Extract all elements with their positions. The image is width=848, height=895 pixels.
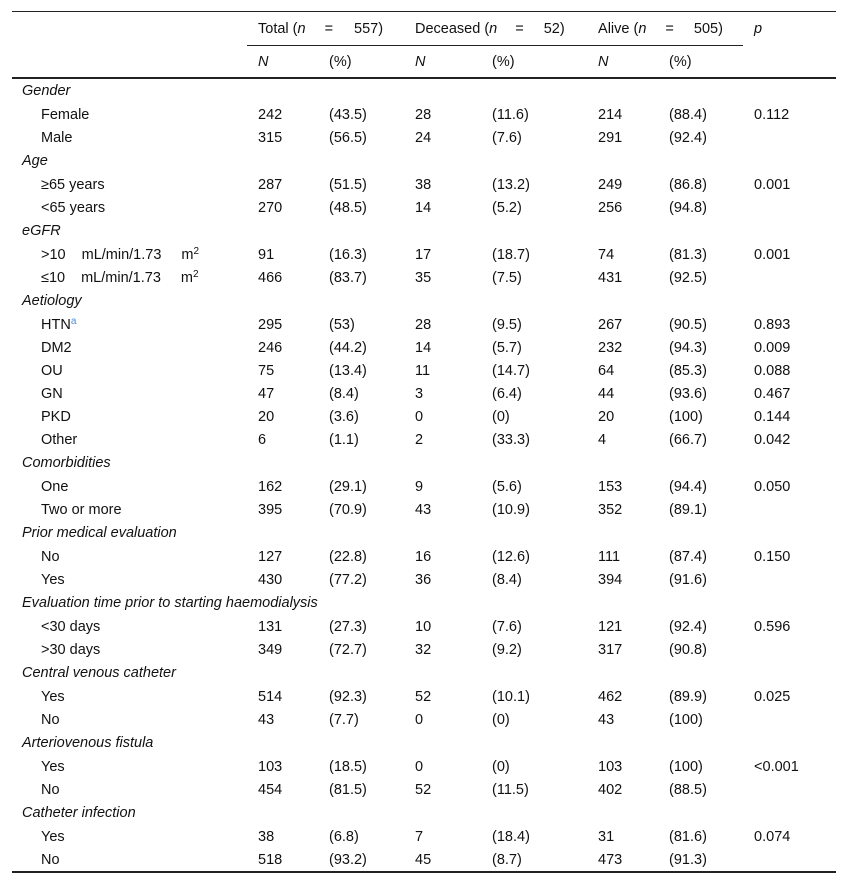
cell-total-pct: (8.4) (329, 385, 359, 402)
cell-total-pct: (53) (329, 316, 355, 333)
cell-alive-n: 214 (598, 106, 623, 123)
cell-deceased-n: 7 (415, 828, 424, 845)
header-deceased-n: n (489, 20, 498, 37)
cell-p-value: 0.088 (754, 362, 791, 379)
header-total-n: n (297, 20, 306, 37)
row-label-cell (12, 266, 247, 289)
cell-p-value: 0.025 (754, 688, 791, 705)
section-title: Gender (22, 83, 71, 99)
cell-alive-pct: (90.5) (669, 316, 707, 333)
table-row (12, 243, 836, 266)
row-label: GN (41, 385, 63, 402)
cell-alive-pct: (81.3) (669, 246, 707, 263)
table-row (12, 475, 836, 498)
row-label: <30 days (41, 618, 101, 635)
cell-total-n: 466 (258, 269, 283, 286)
cell-p-value: <0.001 (754, 758, 799, 775)
table-row (12, 266, 836, 289)
row-label: No (41, 711, 60, 728)
cell-total-n: 518 (247, 848, 318, 872)
row-label: Other (41, 431, 78, 448)
cell-total-pct: (29.1) (329, 478, 367, 495)
cell-deceased-pct: (11.6) (492, 106, 529, 123)
row-label-cell (12, 173, 247, 196)
cell-deceased-pct: (18.4) (492, 828, 530, 845)
cell-alive-n: 64 (598, 362, 615, 379)
row-label: PKD (41, 408, 71, 425)
row-label-cell (12, 382, 247, 405)
cell-alive-pct: (86.8) (669, 176, 707, 193)
cell-p-value: 0.112 (754, 106, 790, 123)
cell-alive-pct: (100) (669, 408, 703, 425)
cell-deceased-pct: (13.2) (492, 176, 530, 193)
cell-alive-pct: (93.6) (669, 385, 707, 402)
row-label: OU (41, 362, 63, 379)
table-row (12, 638, 836, 661)
row-label-cell (12, 778, 247, 801)
table-row (12, 428, 836, 451)
row-label-cell (12, 313, 247, 336)
row-label: Yes (41, 828, 65, 845)
cell-p-value: 0.001 (754, 246, 791, 263)
cell-alive-n: 249 (598, 176, 623, 193)
header-total-pct: (%) (329, 53, 352, 70)
cell-total-pct: (16.3) (329, 246, 367, 263)
cell-deceased-n: 32 (415, 641, 432, 658)
table-row (12, 498, 836, 521)
table-row (12, 848, 836, 872)
row-label: Female (41, 106, 90, 123)
row-label-cell (12, 243, 247, 266)
cell-p-value (743, 498, 836, 521)
row-label: <65 years (41, 199, 106, 216)
cell-alive-n: 256 (598, 199, 623, 216)
cell-total-n: 246 (258, 339, 283, 356)
cell-deceased-n: 28 (415, 106, 432, 123)
table-row (12, 126, 836, 149)
footnote-link[interactable]: a (70, 316, 77, 327)
cell-deceased-n: 0 (415, 758, 424, 775)
header-total-label: Total ( (258, 20, 298, 37)
cell-alive-n: 153 (598, 478, 623, 495)
cell-alive-n: 31 (598, 828, 615, 845)
cell-deceased-pct: (12.6) (492, 548, 530, 565)
row-label: >30 days (41, 641, 101, 658)
cell-alive-n: 352 (598, 501, 623, 518)
header-alive-label: Alive ( (598, 20, 639, 37)
cell-total-n: 454 (258, 781, 283, 798)
cell-alive-n: 4 (598, 431, 607, 448)
cell-p-value: 0.009 (754, 339, 791, 356)
cell-alive-n: 103 (598, 758, 623, 775)
cell-deceased-n: 24 (415, 129, 432, 146)
cell-total-pct: (7.7) (329, 711, 359, 728)
cell-total-n: 162 (258, 478, 283, 495)
cell-alive-pct: (89.9) (669, 688, 707, 705)
cell-p-value: 0.050 (754, 478, 791, 495)
row-label: ≤10 (41, 270, 66, 286)
cell-alive-n: 462 (598, 688, 623, 705)
section-title: Central venous catheter (22, 665, 176, 681)
table-row (12, 313, 836, 336)
cell-total-n: 127 (258, 548, 283, 565)
cell-deceased-n: 0 (415, 408, 424, 425)
cell-total-n: 270 (258, 199, 283, 216)
cell-p-value (743, 848, 836, 872)
cell-deceased-pct: (10.1) (492, 688, 530, 705)
cell-total-pct: (3.6) (329, 408, 359, 425)
cell-alive-n: 267 (598, 316, 623, 333)
cell-total-n: 6 (258, 431, 267, 448)
cell-alive-n: 111 (598, 548, 621, 565)
cell-p-value (743, 778, 836, 801)
row-label-cell (12, 428, 247, 451)
section-title: Prior medical evaluation (22, 525, 177, 541)
cell-alive-pct: (92.4) (669, 618, 707, 635)
row-unit-superscript: 2 (192, 269, 199, 280)
row-label: Yes (41, 571, 65, 588)
row-label-cell (12, 359, 247, 382)
section-row (12, 149, 836, 173)
cell-alive-pct: (91.3) (658, 848, 743, 872)
cell-total-pct: (92.3) (329, 688, 367, 705)
cell-total-pct: (72.7) (329, 641, 367, 658)
section-row (12, 731, 836, 755)
cell-p-value: 0.596 (754, 618, 791, 635)
cell-total-n: 38 (258, 828, 275, 845)
section-title: Comorbidities (22, 455, 111, 471)
cell-deceased-pct: (7.6) (492, 129, 522, 146)
table-row (12, 196, 836, 219)
cell-deceased-n: 14 (415, 199, 432, 216)
cell-alive-n: 20 (598, 408, 615, 425)
cell-alive-pct: (89.1) (669, 501, 707, 518)
cell-deceased-pct: (0) (492, 711, 510, 728)
section-row (12, 801, 836, 825)
row-unit-m: m (180, 270, 193, 286)
cell-deceased-n: 36 (415, 571, 432, 588)
table-row (12, 359, 836, 382)
section-row (12, 289, 836, 313)
cell-total-pct: (22.8) (329, 548, 367, 565)
row-label: Yes (41, 688, 65, 705)
row-unit-superscript: 2 (193, 246, 200, 257)
row-label: DM2 (41, 339, 72, 356)
section-title: Evaluation time prior to starting haemodialysis (22, 595, 318, 611)
cell-deceased-pct: (33.3) (492, 431, 530, 448)
cell-p-value (743, 266, 836, 289)
cell-deceased-pct: (5.6) (492, 478, 522, 495)
cell-total-n: 430 (258, 571, 283, 588)
cell-deceased-pct: (9.2) (492, 641, 522, 658)
cell-total-n: 395 (258, 501, 283, 518)
row-label-cell (12, 615, 247, 638)
cell-deceased-n: 11 (415, 362, 431, 379)
row-label-cell (12, 475, 247, 498)
cell-alive-n: 431 (598, 269, 623, 286)
cell-total-n: 47 (258, 385, 275, 402)
cell-total-pct: (43.5) (329, 106, 367, 123)
row-label: Two or more (41, 501, 122, 518)
cell-total-n: 242 (258, 106, 283, 123)
cell-alive-pct: (87.4) (669, 548, 707, 565)
cell-total-pct: (81.5) (329, 781, 367, 798)
cell-p-value: 0.042 (754, 431, 791, 448)
cell-deceased-n: 38 (415, 176, 432, 193)
header-alive-n: n (638, 20, 647, 37)
cell-alive-pct: (94.3) (669, 339, 707, 356)
row-label-cell (12, 825, 247, 848)
cell-alive-n: 402 (598, 781, 623, 798)
cell-alive-n: 473 (587, 848, 658, 872)
row-label-cell (12, 126, 247, 149)
header-sub-blank (12, 46, 247, 79)
cell-deceased-pct: (0) (492, 758, 510, 775)
cell-total-pct: (83.7) (329, 269, 367, 286)
row-unit: mL/min/1.73 (81, 247, 162, 263)
header-deceased-label: Deceased ( (415, 20, 490, 37)
cell-deceased-n: 0 (415, 711, 424, 728)
section-row (12, 451, 836, 475)
cell-alive-pct: (94.8) (669, 199, 707, 216)
header-total (247, 12, 404, 46)
header-total-eq: = (324, 20, 334, 37)
cell-deceased-pct: (5.7) (492, 339, 522, 356)
cell-total-n: 295 (258, 316, 283, 333)
table-row (12, 382, 836, 405)
cell-total-pct: (56.5) (329, 129, 367, 146)
row-label-cell (12, 103, 247, 126)
cell-alive-n: 43 (598, 711, 615, 728)
row-label-cell (12, 848, 247, 872)
cell-deceased-pct: (6.4) (492, 385, 522, 402)
table-row (12, 825, 836, 848)
cell-alive-pct: (66.7) (669, 431, 707, 448)
cell-deceased-n: 45 (404, 848, 481, 872)
cell-total-n: 43 (258, 711, 275, 728)
cell-deceased-n: 43 (415, 501, 432, 518)
section-row (12, 219, 836, 243)
cell-deceased-n: 52 (415, 781, 432, 798)
cell-p-value (743, 568, 836, 591)
cell-deceased-pct: (0) (492, 408, 510, 425)
cell-total-n: 103 (258, 758, 283, 775)
header-alive (587, 12, 743, 46)
cell-alive-pct: (88.5) (669, 781, 707, 798)
cell-total-n: 287 (258, 176, 283, 193)
cell-deceased-n: 35 (415, 269, 432, 286)
section-row (12, 78, 836, 103)
header-alive-eq: = (665, 20, 674, 37)
section-row (12, 661, 836, 685)
cell-deceased-n: 10 (415, 618, 432, 635)
cell-deceased-pct: (9.5) (492, 316, 522, 333)
cell-alive-pct: (92.4) (669, 129, 707, 146)
cell-total-pct: (27.3) (329, 618, 367, 635)
cell-p-value (743, 196, 836, 219)
header-row-sub (12, 46, 836, 79)
header-blank (12, 12, 247, 46)
cell-p-value: 0.893 (754, 316, 791, 333)
cell-total-n: 91 (258, 246, 275, 263)
cell-alive-pct: (88.4) (669, 106, 707, 123)
row-unit-m: m (181, 247, 194, 263)
cell-deceased-n: 17 (415, 246, 432, 263)
table-row (12, 778, 836, 801)
cell-total-pct: (51.5) (329, 176, 367, 193)
header-deceased (404, 12, 587, 46)
cell-alive-pct: (81.6) (669, 828, 707, 845)
table-row (12, 755, 836, 778)
row-label: Male (41, 129, 73, 146)
cell-total-pct: (44.2) (329, 339, 367, 356)
cell-p-value: 0.074 (754, 828, 791, 845)
row-label-cell (12, 568, 247, 591)
cell-total-pct: (48.5) (329, 199, 367, 216)
table-row (12, 685, 836, 708)
row-label: ≥65 years (41, 176, 105, 193)
cell-deceased-n: 28 (415, 316, 432, 333)
cell-deceased-n: 2 (415, 431, 424, 448)
row-label-cell (12, 638, 247, 661)
header-deceased-count: 52) (543, 20, 565, 37)
table-row (12, 708, 836, 731)
row-label: Yes (41, 758, 65, 775)
cell-deceased-pct: (10.9) (492, 501, 530, 518)
cell-p-value (743, 126, 836, 149)
cell-deceased-pct: (18.7) (492, 246, 530, 263)
row-label: No (41, 851, 60, 868)
cell-total-pct: (70.9) (329, 501, 367, 518)
row-label: HTN (41, 317, 71, 333)
cell-total-n: 315 (258, 129, 283, 146)
cell-total-pct: (18.5) (329, 758, 367, 775)
row-label-cell (12, 755, 247, 778)
cell-deceased-n: 9 (415, 478, 424, 495)
cell-alive-pct: (100) (669, 711, 703, 728)
cell-p-value (743, 708, 836, 731)
cell-deceased-n: 3 (415, 385, 424, 402)
cell-alive-pct: (85.3) (669, 362, 707, 379)
header-row-groups (12, 12, 836, 46)
section-title: Aetiology (22, 293, 82, 309)
table-row (12, 568, 836, 591)
cell-total-n: 20 (258, 408, 275, 425)
cell-alive-n: 317 (598, 641, 623, 658)
cell-alive-n: 232 (598, 339, 623, 356)
section-title: Catheter infection (22, 805, 136, 821)
cell-deceased-n: 52 (415, 688, 432, 705)
header-deceased-eq: = (515, 20, 524, 37)
cell-total-pct: (77.2) (329, 571, 367, 588)
row-label: No (41, 548, 60, 565)
cell-alive-pct: (91.6) (669, 571, 707, 588)
row-label-cell (12, 196, 247, 219)
cell-deceased-n: 16 (415, 548, 432, 565)
section-title: Age (22, 153, 48, 169)
header-p: p (754, 20, 763, 37)
cell-deceased-pct: (8.7) (481, 848, 587, 872)
cell-alive-n: 291 (598, 129, 623, 146)
results-table-container (12, 11, 836, 873)
cell-total-n: 131 (258, 618, 283, 635)
results-table (12, 11, 836, 873)
cell-total-n: 514 (258, 688, 283, 705)
table-row (12, 103, 836, 126)
header-alive-count: 505) (693, 20, 723, 37)
cell-deceased-pct: (11.5) (492, 781, 529, 798)
cell-deceased-pct: (7.5) (492, 269, 522, 286)
header-deceased-N: N (415, 53, 426, 70)
section-row (12, 521, 836, 545)
cell-total-pct: (93.2) (318, 848, 404, 872)
table-row (12, 173, 836, 196)
cell-alive-n: 44 (598, 385, 615, 402)
row-label-cell (12, 336, 247, 359)
cell-total-n: 349 (258, 641, 283, 658)
row-label-cell (12, 708, 247, 731)
cell-total-pct: (13.4) (329, 362, 367, 379)
cell-alive-n: 74 (598, 246, 615, 263)
cell-alive-pct: (94.4) (669, 478, 707, 495)
section-row (12, 591, 836, 615)
cell-alive-pct: (90.8) (669, 641, 707, 658)
row-unit: mL/min/1.73 (81, 270, 161, 286)
cell-total-pct: (1.1) (329, 431, 359, 448)
cell-total-n: 75 (258, 362, 275, 379)
section-title: eGFR (22, 223, 61, 239)
cell-deceased-pct: (14.7) (492, 362, 530, 379)
row-label-cell (12, 498, 247, 521)
cell-p-value: 0.467 (754, 385, 791, 402)
section-title: Arteriovenous fistula (22, 735, 154, 751)
cell-p-value: 0.001 (754, 176, 791, 193)
cell-deceased-n: 14 (415, 339, 432, 356)
row-label-cell (12, 685, 247, 708)
table-row (12, 405, 836, 428)
header-deceased-pct: (%) (492, 53, 515, 70)
row-label-cell (12, 405, 247, 428)
header-alive-N: N (598, 53, 609, 70)
cell-alive-n: 394 (598, 571, 623, 588)
cell-total-pct: (6.8) (329, 828, 359, 845)
cell-deceased-pct: (5.2) (492, 199, 522, 216)
cell-alive-n: 121 (598, 618, 623, 635)
cell-deceased-pct: (8.4) (492, 571, 522, 588)
cell-p-value: 0.150 (754, 548, 791, 565)
cell-p-value (743, 638, 836, 661)
header-alive-pct: (%) (669, 53, 692, 70)
cell-p-value: 0.144 (754, 408, 791, 425)
header-total-count: 557) (354, 20, 384, 37)
row-label-cell (12, 545, 247, 568)
table-row (12, 615, 836, 638)
table-body (12, 78, 836, 872)
row-label: No (41, 781, 60, 798)
table-row (12, 336, 836, 359)
header-total-N: N (258, 53, 269, 70)
cell-alive-pct: (100) (669, 758, 703, 775)
header-sub-p-blank (743, 46, 836, 79)
row-label: One (41, 478, 69, 495)
row-label: >10 (41, 247, 66, 263)
cell-alive-pct: (92.5) (669, 269, 707, 286)
cell-deceased-pct: (7.6) (492, 618, 522, 635)
table-row (12, 545, 836, 568)
